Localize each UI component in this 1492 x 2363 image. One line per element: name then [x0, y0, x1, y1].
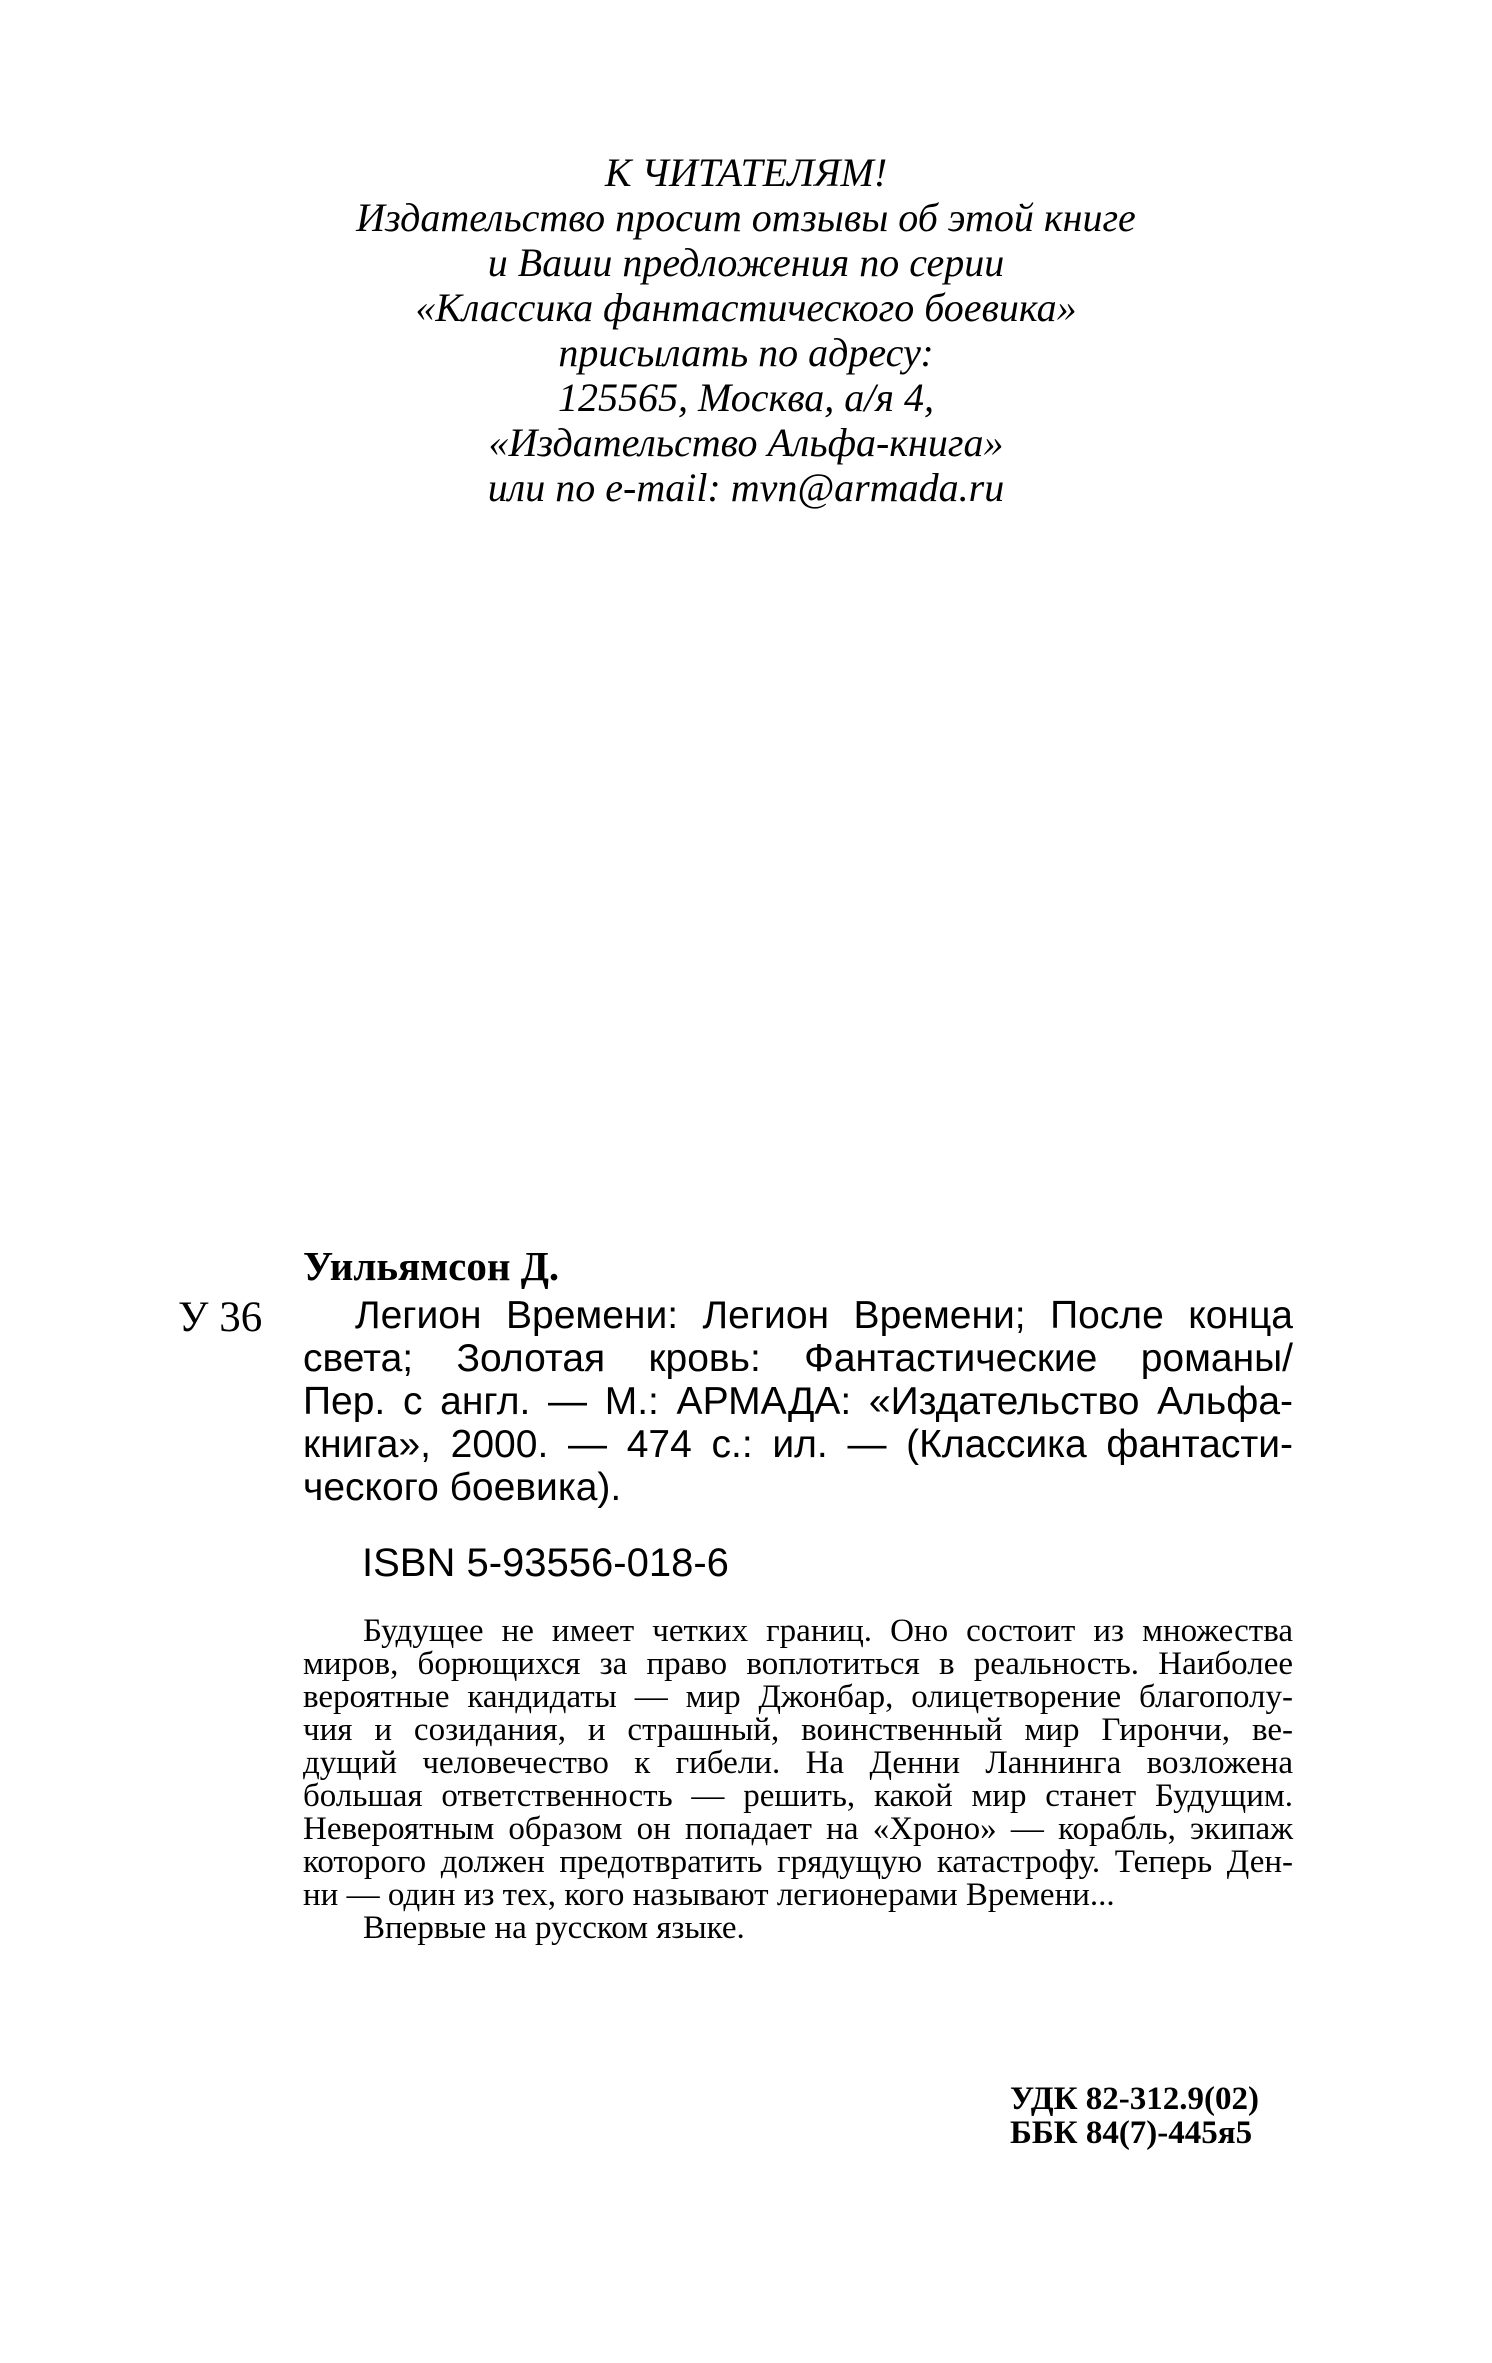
annotation-line: дущий человечество к гибели. На Денни Ланнинга возложена [303, 1745, 1293, 1781]
annotation-note: Впервые на русском языке. [363, 1910, 745, 1946]
notice-line: «Классика фантастического боевика» [415, 285, 1077, 330]
catalog-author: Уильямсон Д. [303, 1243, 560, 1289]
reader-notice [150, 150, 1342, 510]
notice-line: Издательство просит отзывы об этой книге [356, 195, 1136, 240]
catalog-line: Пер. с англ. — М.: АРМАДА: «Издательство Альфа- [303, 1380, 1293, 1423]
annotation-line: Будущее не имеет четких границ. Оно состоит из множества [363, 1613, 1293, 1649]
catalog-index: У 36 [178, 1294, 263, 1341]
annotation-line: Невероятным образом он попадает на «Хроно» — корабль, экипаж [303, 1811, 1293, 1847]
annotation-line: вероятные кандидаты — мир Джонбар, олицетворение благополу- [303, 1679, 1293, 1715]
catalog-description [303, 1294, 1293, 1509]
udk-code: УДК 82-312.9(02) [1010, 2081, 1259, 2117]
notice-line: присылать по адресу: [558, 330, 934, 375]
notice-publisher: «Издательство Альфа-книга» [488, 420, 1004, 465]
notice-heading: К ЧИТАТЕЛЯМ! [604, 150, 888, 195]
notice-address: 125565, Москва, а/я 4, [557, 375, 934, 420]
catalog-line: света; Золотая кровь: Фантастические романы/ [303, 1337, 1293, 1380]
annotation-line: миров, борющихся за право воплотиться в реальность. Наиболее [303, 1646, 1293, 1682]
annotation-line: которого должен предотвратить грядущую катастрофу. Теперь Ден- [303, 1844, 1293, 1880]
catalog-line: Легион Времени: Легион Времени; После конца [355, 1294, 1293, 1337]
isbn: ISBN 5-93556-018-6 [362, 1541, 729, 1585]
annotation-line: большая ответственность — решить, какой мир станет Будущим. [303, 1778, 1293, 1814]
annotation [303, 1615, 1293, 1945]
bbk-code: ББК 84(7)-445я5 [1010, 2115, 1253, 2151]
catalog-line: ческого боевика). [303, 1466, 622, 1509]
annotation-line: чия и созидания, и страшный, воинственный мир Гирончи, ве- [303, 1712, 1293, 1748]
classification-codes [1010, 2082, 1259, 2150]
annotation-line: ни — один из тех, кого называют легионерами Времени... [303, 1877, 1115, 1913]
notice-email: или по e-mail: mvn@armada.ru [487, 465, 1005, 510]
notice-line: и Ваши предложения по серии [487, 240, 1005, 285]
catalog-line: книга», 2000. — 474 с.: ил. — (Классика фантасти- [303, 1423, 1293, 1466]
